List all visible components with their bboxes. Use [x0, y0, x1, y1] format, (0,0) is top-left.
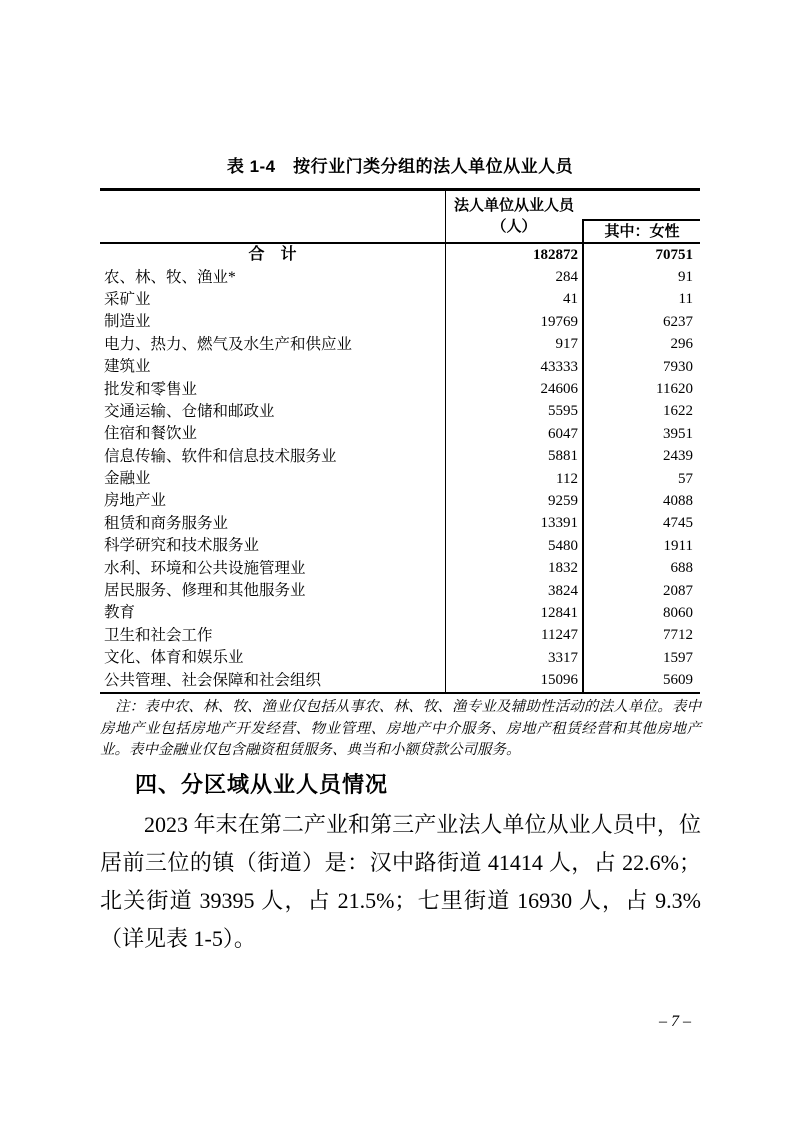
- employees-value: 9259: [548, 492, 578, 509]
- female-value: 1622: [663, 403, 693, 420]
- industry-label: 教育: [104, 604, 136, 622]
- female-value: 57: [678, 470, 693, 487]
- employees-value: 5595: [548, 403, 578, 420]
- industry-label: 金融业: [104, 470, 151, 488]
- employees-value: 41: [563, 291, 578, 308]
- industry-label: 交通运输、仓储和邮政业: [104, 402, 275, 420]
- table-row: [100, 468, 700, 490]
- female-value: 2087: [663, 582, 693, 599]
- table-row: [100, 669, 700, 691]
- industry-label: 建筑业: [104, 358, 151, 376]
- industry-label: 租赁和商务服务业: [104, 514, 229, 532]
- female-value: 11: [678, 291, 693, 308]
- industry-label: 电力、热力、燃气及水生产和供应业: [104, 335, 353, 353]
- employees-value: 6047: [548, 425, 578, 442]
- employees-value: 43333: [540, 358, 578, 375]
- table-row: [100, 423, 700, 445]
- employees-value: 112: [556, 470, 578, 487]
- industry-label: 科学研究和技术服务业: [104, 537, 260, 555]
- employees-value: 12841: [540, 604, 578, 621]
- female-value: 1597: [663, 649, 693, 666]
- total-female-value: 70751: [655, 246, 693, 263]
- industry-employment-table: [100, 188, 700, 694]
- table-row: [100, 289, 700, 311]
- industry-label: 文化、体育和娱乐业: [104, 649, 244, 667]
- table-row: [100, 557, 700, 579]
- table-row: [100, 311, 700, 333]
- table-row: [100, 602, 700, 624]
- industry-label: 采矿业: [104, 290, 151, 308]
- table-row: [100, 535, 700, 557]
- industry-label: 居民服务、修理和其他服务业: [104, 582, 306, 600]
- employees-value: 19769: [540, 313, 578, 330]
- table-row: [100, 647, 700, 669]
- female-value: 8060: [663, 604, 693, 621]
- table-note: 注：表中农、林、牧、渔业仅包括从事农、林、牧、渔专业及辅助性活动的法人单位。表中房地产业包括房地产开发经营、物业管理、房地产中介服务、房地产租赁经营和其他房地产业。表中金融业仅包含融资租赁服务、典当和小额贷款公司服务。: [100, 699, 701, 758]
- section-heading: 四、分区域从业人员情况: [135, 772, 389, 797]
- employees-value: 5480: [548, 537, 578, 554]
- industry-label: 信息传输、软件和信息技术服务业: [104, 447, 337, 465]
- employees-value: 15096: [540, 672, 578, 689]
- employees-value: 917: [555, 336, 578, 353]
- table-row: [100, 446, 700, 468]
- total-label: 合 计: [248, 246, 297, 264]
- table-row: [100, 334, 700, 356]
- employees-value: 3317: [548, 649, 578, 666]
- employees-value: 13391: [540, 515, 578, 532]
- employees-value: 1832: [548, 560, 578, 577]
- table-row: [100, 378, 700, 400]
- table-top-border: [100, 188, 700, 191]
- industry-label: 住宿和餐饮业: [104, 425, 198, 443]
- table-row: [100, 625, 700, 647]
- employees-value: 284: [555, 269, 578, 286]
- female-value: 3951: [663, 425, 693, 442]
- column-header-female: 其中：女性: [604, 223, 680, 240]
- industry-label: 农、林、牧、渔业*: [104, 268, 236, 286]
- employees-value: 5881: [548, 448, 578, 465]
- table-body: [100, 244, 700, 692]
- female-value: 1911: [663, 537, 693, 554]
- table-row: [100, 580, 700, 602]
- page-number: – 7 –: [659, 1013, 691, 1030]
- table-total-row: [100, 244, 700, 266]
- body-paragraph: 2023 年末在第二产业和第三产业法人单位从业人员中，位居前三位的镇（街道）是：汉中路街道 41414 人，占 22.6%；北关街道 39395 人，占 21.5%；七里街道 16930 人，占 9.3%（详见表 1-5）。: [100, 812, 701, 951]
- female-value: 11620: [656, 381, 693, 398]
- total-employees-value: 182872: [533, 246, 578, 263]
- employees-value: 3824: [548, 582, 578, 599]
- female-header-top-border: [582, 219, 700, 221]
- industry-label: 批发和零售业: [104, 380, 198, 398]
- table-row: [100, 490, 700, 512]
- employees-value: 24606: [540, 381, 578, 398]
- industry-label: 公共管理、社会保障和社会组织: [104, 671, 322, 689]
- industry-label: 水利、环境和公共设施管理业: [104, 559, 306, 577]
- industry-label: 制造业: [104, 313, 151, 331]
- table-row: [100, 401, 700, 423]
- column-header-employees: [446, 195, 582, 237]
- female-value: 296: [670, 336, 693, 353]
- column-header-employees-line1: 法人单位从业人员: [453, 197, 574, 214]
- female-value: 6237: [663, 313, 693, 330]
- table-row: [100, 266, 700, 288]
- female-value: 4745: [663, 515, 693, 532]
- industry-label: 卫生和社会工作: [104, 626, 213, 644]
- column-header-employees-line2: （人）: [491, 218, 537, 235]
- table-title: 表 1-4 按行业门类分组的法人单位从业人员: [226, 157, 574, 176]
- female-value: 7712: [663, 627, 693, 644]
- female-value: 7930: [663, 358, 693, 375]
- female-value: 688: [670, 560, 693, 577]
- female-value: 4088: [663, 492, 693, 509]
- table-bottom-border: [100, 692, 700, 694]
- female-value: 2439: [663, 448, 693, 465]
- table-row: [100, 513, 700, 535]
- female-value: 5609: [663, 672, 693, 689]
- industry-label: 房地产业: [104, 492, 167, 510]
- employees-value: 11247: [541, 627, 578, 644]
- female-value: 91: [678, 269, 693, 286]
- table-row: [100, 356, 700, 378]
